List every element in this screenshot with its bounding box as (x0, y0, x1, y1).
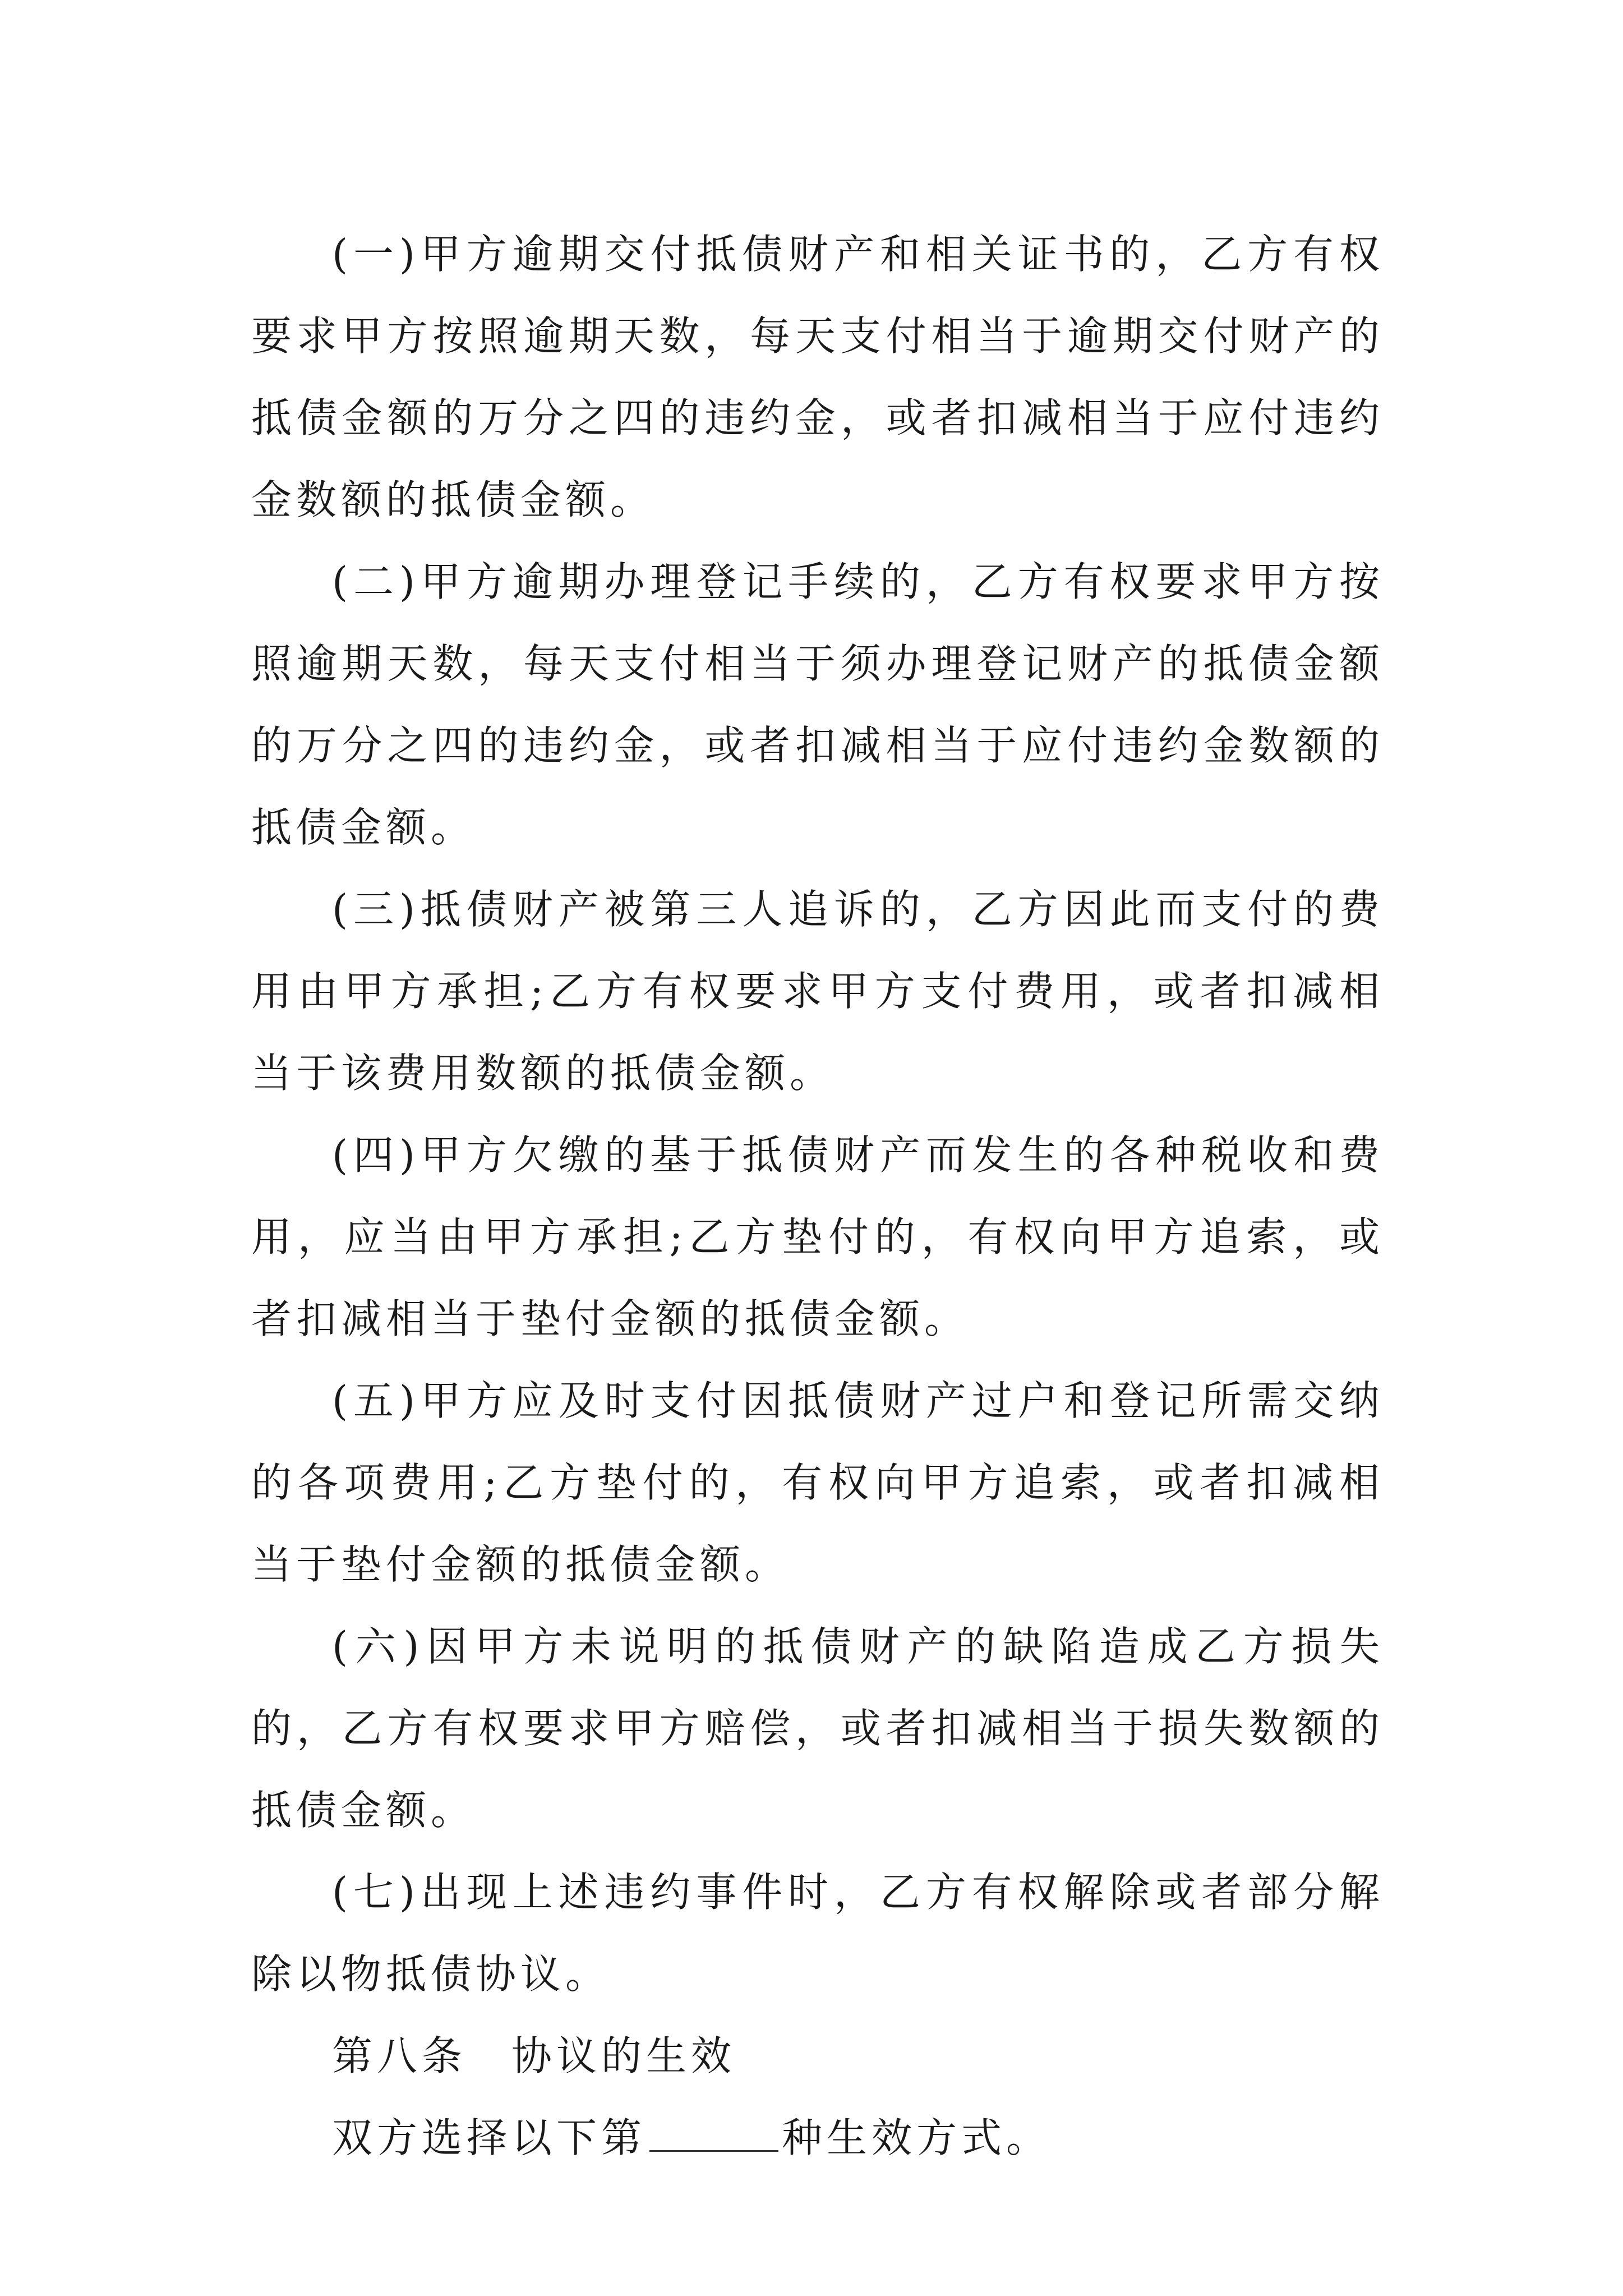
article-heading: 第八条 协议的生效 (332, 2032, 736, 2079)
clause-6: (六)因甲方未说明的抵债财产的缺陷造成乙方损失的，乙方有权要求甲方赔偿，或者扣减相当于损失数额的抵债金额。 (251, 1623, 1384, 1834)
clause-1: (一)甲方逾期交付抵债财产和相关证书的，乙方有权要求甲方按照逾期天数，每天支付相当于逾期交付财产的抵债金额的万分之四的违约金，或者扣减相当于应付违约金数额的抵债金额。 (251, 231, 1384, 523)
document-body (251, 213, 1384, 2179)
clause-3: (三)抵债财产被第三人追诉的，乙方因此而支付的费用由甲方承担;乙方有权要求甲方支付费用，或者扣减相当于该费用数额的抵债金额。 (251, 886, 1384, 1097)
clause-4: (四)甲方欠缴的基于抵债财产而发生的各种税收和费用，应当由甲方承担;乙方垫付的，有权向甲方追索，或者扣减相当于垫付金额的抵债金额。 (251, 1131, 1384, 1342)
clause-2: (二)甲方逾期办理登记手续的，乙方有权要求甲方按照逾期天数，每天支付相当于须办理登记财产的抵债金额的万分之四的违约金，或者扣减相当于应付违约金数额的抵债金额。 (251, 558, 1384, 851)
clause-5: (五)甲方应及时支付因抵债财产过户和登记所需交纳的各项费用;乙方垫付的，有权向甲方追索，或者扣减相当于垫付金额的抵债金额。 (251, 1377, 1384, 1588)
effect-sentence-end: 种生效方式。 (782, 2114, 1052, 2161)
effect-sentence (251, 2097, 1384, 2179)
effect-sentence-start: 双方选择以下第 (332, 2114, 647, 2161)
blank-fill-line (649, 2116, 778, 2152)
clause-7: (七)出现上述违约事件时，乙方有权解除或者部分解除以物抵债协议。 (251, 1869, 1384, 1998)
